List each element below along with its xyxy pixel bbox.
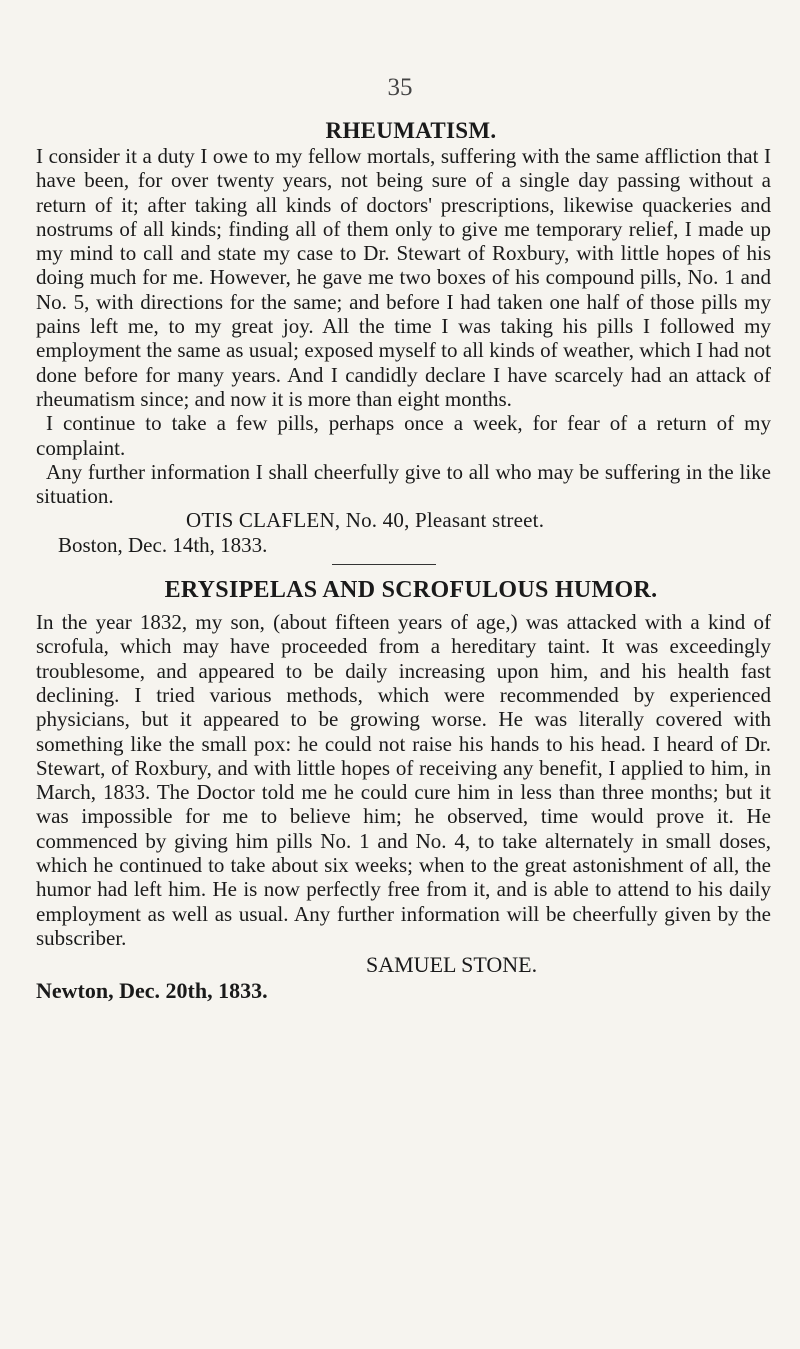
page-number: 35 xyxy=(387,74,413,101)
section-title-erysipelas: ERYSIPELAS AND SCROFULOUS HUMOR. xyxy=(164,577,658,604)
section-body-erysipelas xyxy=(36,610,771,950)
paragraph: Any further information I shall cheerfully give to all who may be suffering in the like situation. xyxy=(36,459,771,509)
paragraph: I continue to take a few pills, perhaps once a week, for fear of a return of my complaint. xyxy=(36,411,771,460)
section-body-rheumatism xyxy=(36,144,771,508)
signature-place-date: Boston, Dec. 14th, 1833. xyxy=(58,532,268,557)
text-column xyxy=(36,110,771,1004)
paragraph: I consider it a duty I owe to my fellow mortals, suffering with the same affliction that I have been, for over twenty years, not being sure of a single day passing without a return of it; after taking all kinds of doctors' prescriptions, likewise quackeries and nostrums of all kinds; finding all of them only to give me temporary relief, I made up my mind to call and state my case to Dr. Stewart of Roxbury, with little hopes of his doing much for me. However, he gave me two boxes of his compound pills, No. 1 and No. 5, with directions for the same; and before I had taken one half of those pills my pains left me, to my great joy. All the time I was taking his pills I followed my employment the same as usual; exposed myself to all kinds of weather, which I had not done before for many years. And I candidly declare I have scarcely had an attack of rheumatism since; and now it is more than eight months. xyxy=(36,144,771,411)
signature-name: OTIS CLAFLEN, No. 40, Pleasant street. xyxy=(186,508,545,533)
section-title-rheumatism: RHEUMATISM. xyxy=(325,118,497,143)
signature-name: SAMUEL STONE. xyxy=(366,952,538,978)
section-divider xyxy=(332,564,436,565)
signature-place-date: Newton, Dec. 20th, 1833. xyxy=(36,978,268,1004)
paragraph: In the year 1832, my son, (about fifteen years of age,) was attacked with a kind of scrofula, which may have proceeded from a hereditary taint. It was exceedingly troublesome, and appeared to be daily increasing upon him, and his health fast declining. I tried various methods, which were recommended by experienced physicians, but it appeared to be growing worse. He was literally covered with something like the small pox: he could not raise his hands to his head. I heard of Dr. Stewart, of Roxbury, and with little hopes of receiving any benefit, I applied to him, in March, 1833. The Doctor told me he could cure him in less than three months; but it was impossible for me to believe him; he observed, time would prove it. He commenced by giving him pills No. 1 and No. 4, to take alternately in small doses, which he continued to take about six weeks; when to the great astonishment of all, the humor had left him. He is now perfectly free from it, and is able to attend to his daily employment as well as usual. Any further information will be cheerfully given by the subscriber. xyxy=(36,610,771,950)
